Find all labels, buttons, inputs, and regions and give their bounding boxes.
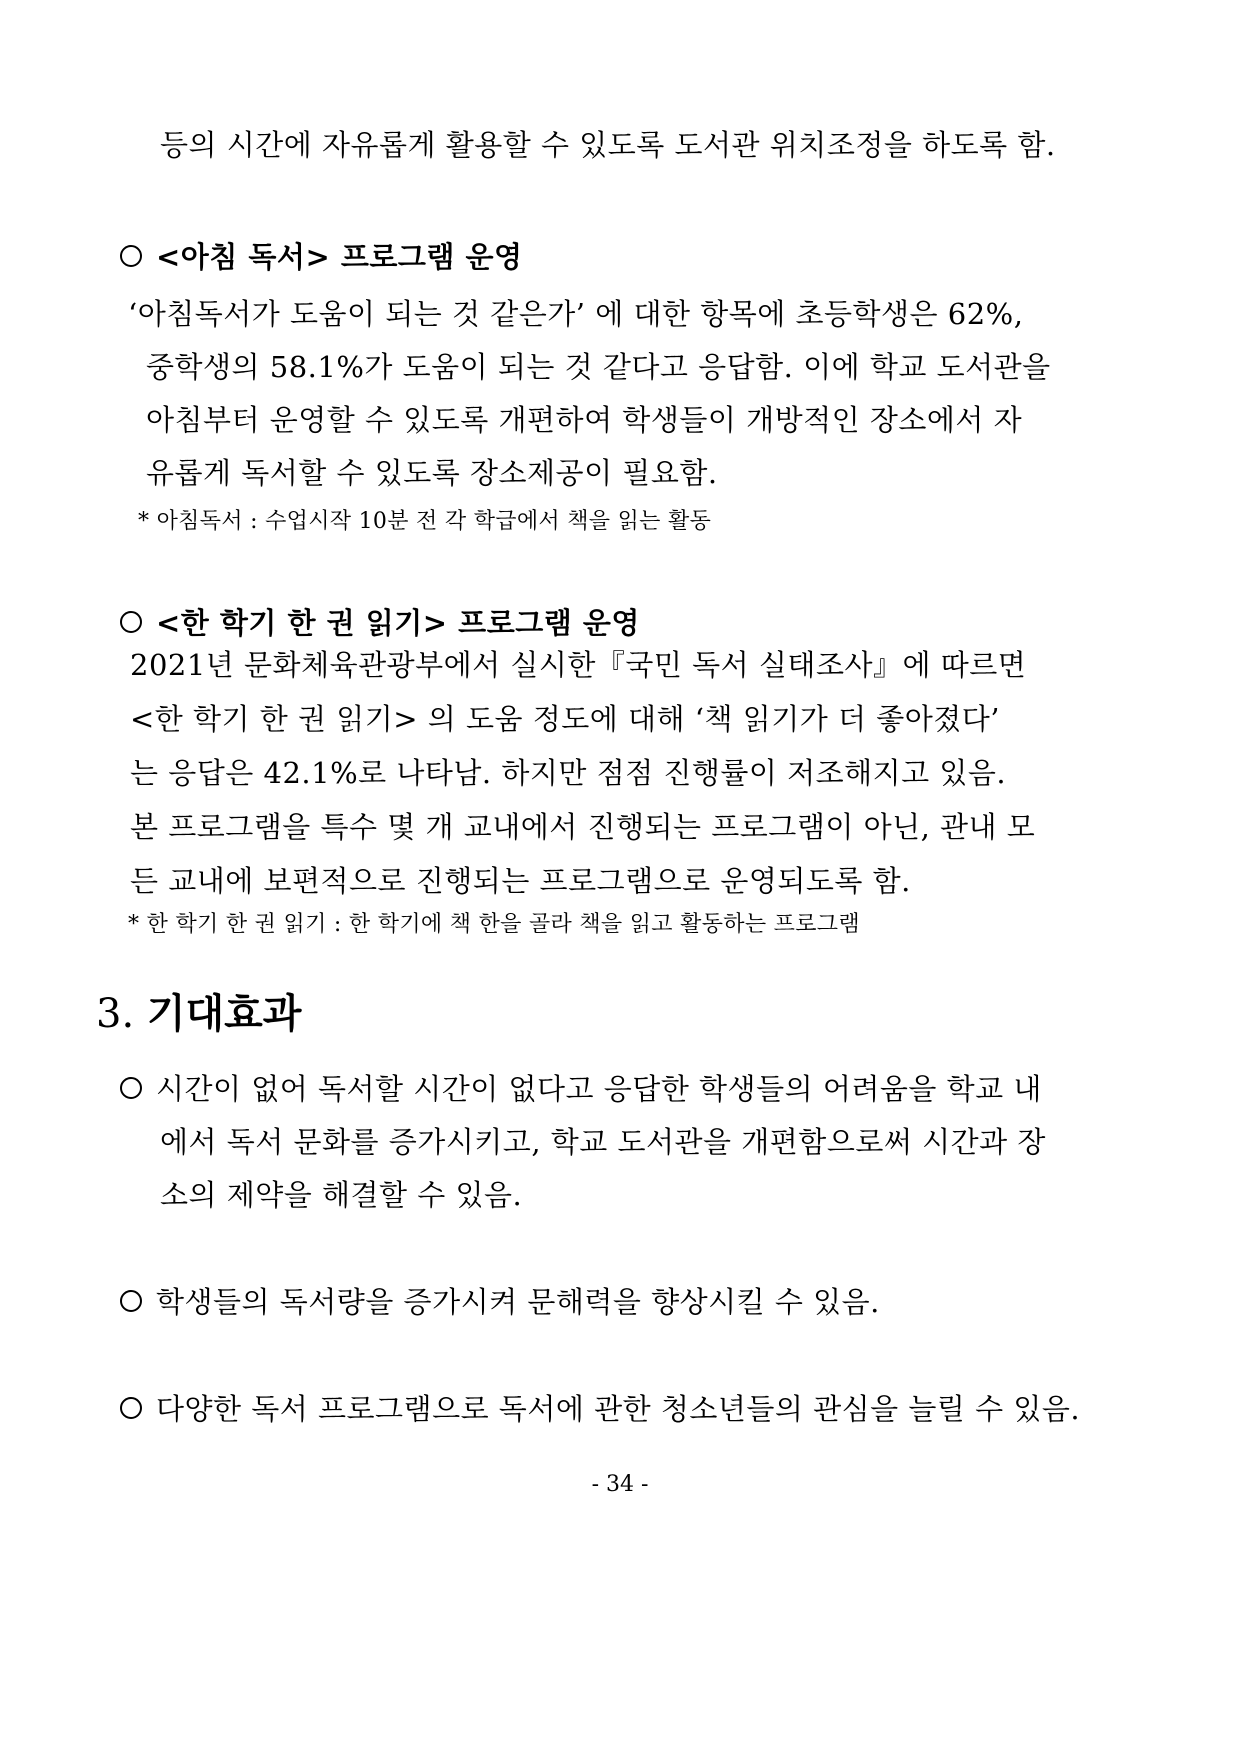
effect-item-1-line-3: 소의 제약을 해결할 수 있음. bbox=[160, 1178, 523, 1212]
morning-note: * 아침독서 : 수업시작 10분 전 각 학급에서 책을 읽는 활동 bbox=[138, 509, 712, 534]
semester-heading bbox=[120, 606, 640, 641]
circle-bullet-icon bbox=[120, 245, 142, 267]
semester-note: * 한 학기 한 권 읽기 : 한 학기에 책 한을 골라 책을 읽고 활동하는 프로그램 bbox=[128, 912, 860, 937]
intro-line: 등의 시간에 자유롭게 활용할 수 있도록 도서관 위치조정을 하도록 함. bbox=[160, 128, 1056, 162]
effect-item-1-line-2: 에서 독서 문화를 증가시키고, 학교 도서관을 개편함으로써 시간과 장 bbox=[160, 1125, 1046, 1159]
circle-bullet-icon bbox=[120, 1290, 142, 1312]
section-number: 3. bbox=[96, 991, 135, 1037]
effect-item-1-line-1 bbox=[120, 1072, 1042, 1107]
semester-line-1: 2021년 문화체육관광부에서 실시한『국민 독서 실태조사』에 따르면 bbox=[130, 648, 1027, 682]
effect-item-1-text: 시간이 없어 독서할 시간이 없다고 응답한 학생들의 어려움을 학교 내 bbox=[156, 1072, 1042, 1106]
semester-line-4: 본 프로그램을 특수 몇 개 교내에서 진행되는 프로그램이 아닌, 관내 모 bbox=[130, 810, 1036, 844]
page-number: - 34 - bbox=[591, 1472, 649, 1497]
effect-item-3-text: 다양한 독서 프로그램으로 독서에 관한 청소년들의 관심을 늘릴 수 있음. bbox=[156, 1392, 1081, 1426]
effect-item-3 bbox=[120, 1392, 1080, 1427]
circle-bullet-icon bbox=[120, 1397, 142, 1419]
semester-line-3: 는 응답은 42.1%로 나타남. 하지만 점점 진행률이 저조해지고 있음. bbox=[130, 756, 1007, 790]
semester-heading-text: <한 학기 한 권 읽기> 프로그램 운영 bbox=[156, 606, 640, 640]
morning-line-1: ‘아침독서가 도움이 되는 것 같은가’ 에 대한 항목에 초등학생은 62%, bbox=[128, 297, 1024, 331]
circle-bullet-icon bbox=[120, 1077, 142, 1099]
circle-bullet-icon bbox=[120, 611, 142, 633]
effect-item-2 bbox=[120, 1285, 880, 1320]
morning-heading-text: <아침 독서> 프로그램 운영 bbox=[156, 240, 523, 274]
section-3-title bbox=[96, 990, 301, 1038]
effect-item-2-text: 학생들의 독서량을 증가시켜 문해력을 향상시킬 수 있음. bbox=[156, 1285, 880, 1319]
section-title-text: 기대효과 bbox=[146, 990, 302, 1037]
morning-line-4: 유롭게 독서할 수 있도록 장소제공이 필요함. bbox=[146, 456, 718, 490]
semester-line-2: <한 학기 한 권 읽기> 의 도움 정도에 대해 ‘책 읽기가 더 좋아졌다’ bbox=[130, 702, 1000, 736]
morning-line-2: 중학생의 58.1%가 도움이 되는 것 같다고 응답함. 이에 학교 도서관을 bbox=[146, 350, 1051, 384]
semester-line-5: 든 교내에 보편적으로 진행되는 프로그램으로 운영되도록 함. bbox=[130, 864, 911, 898]
morning-heading bbox=[120, 240, 523, 275]
morning-line-3: 아침부터 운영할 수 있도록 개편하여 학생들이 개방적인 장소에서 자 bbox=[146, 403, 1023, 437]
